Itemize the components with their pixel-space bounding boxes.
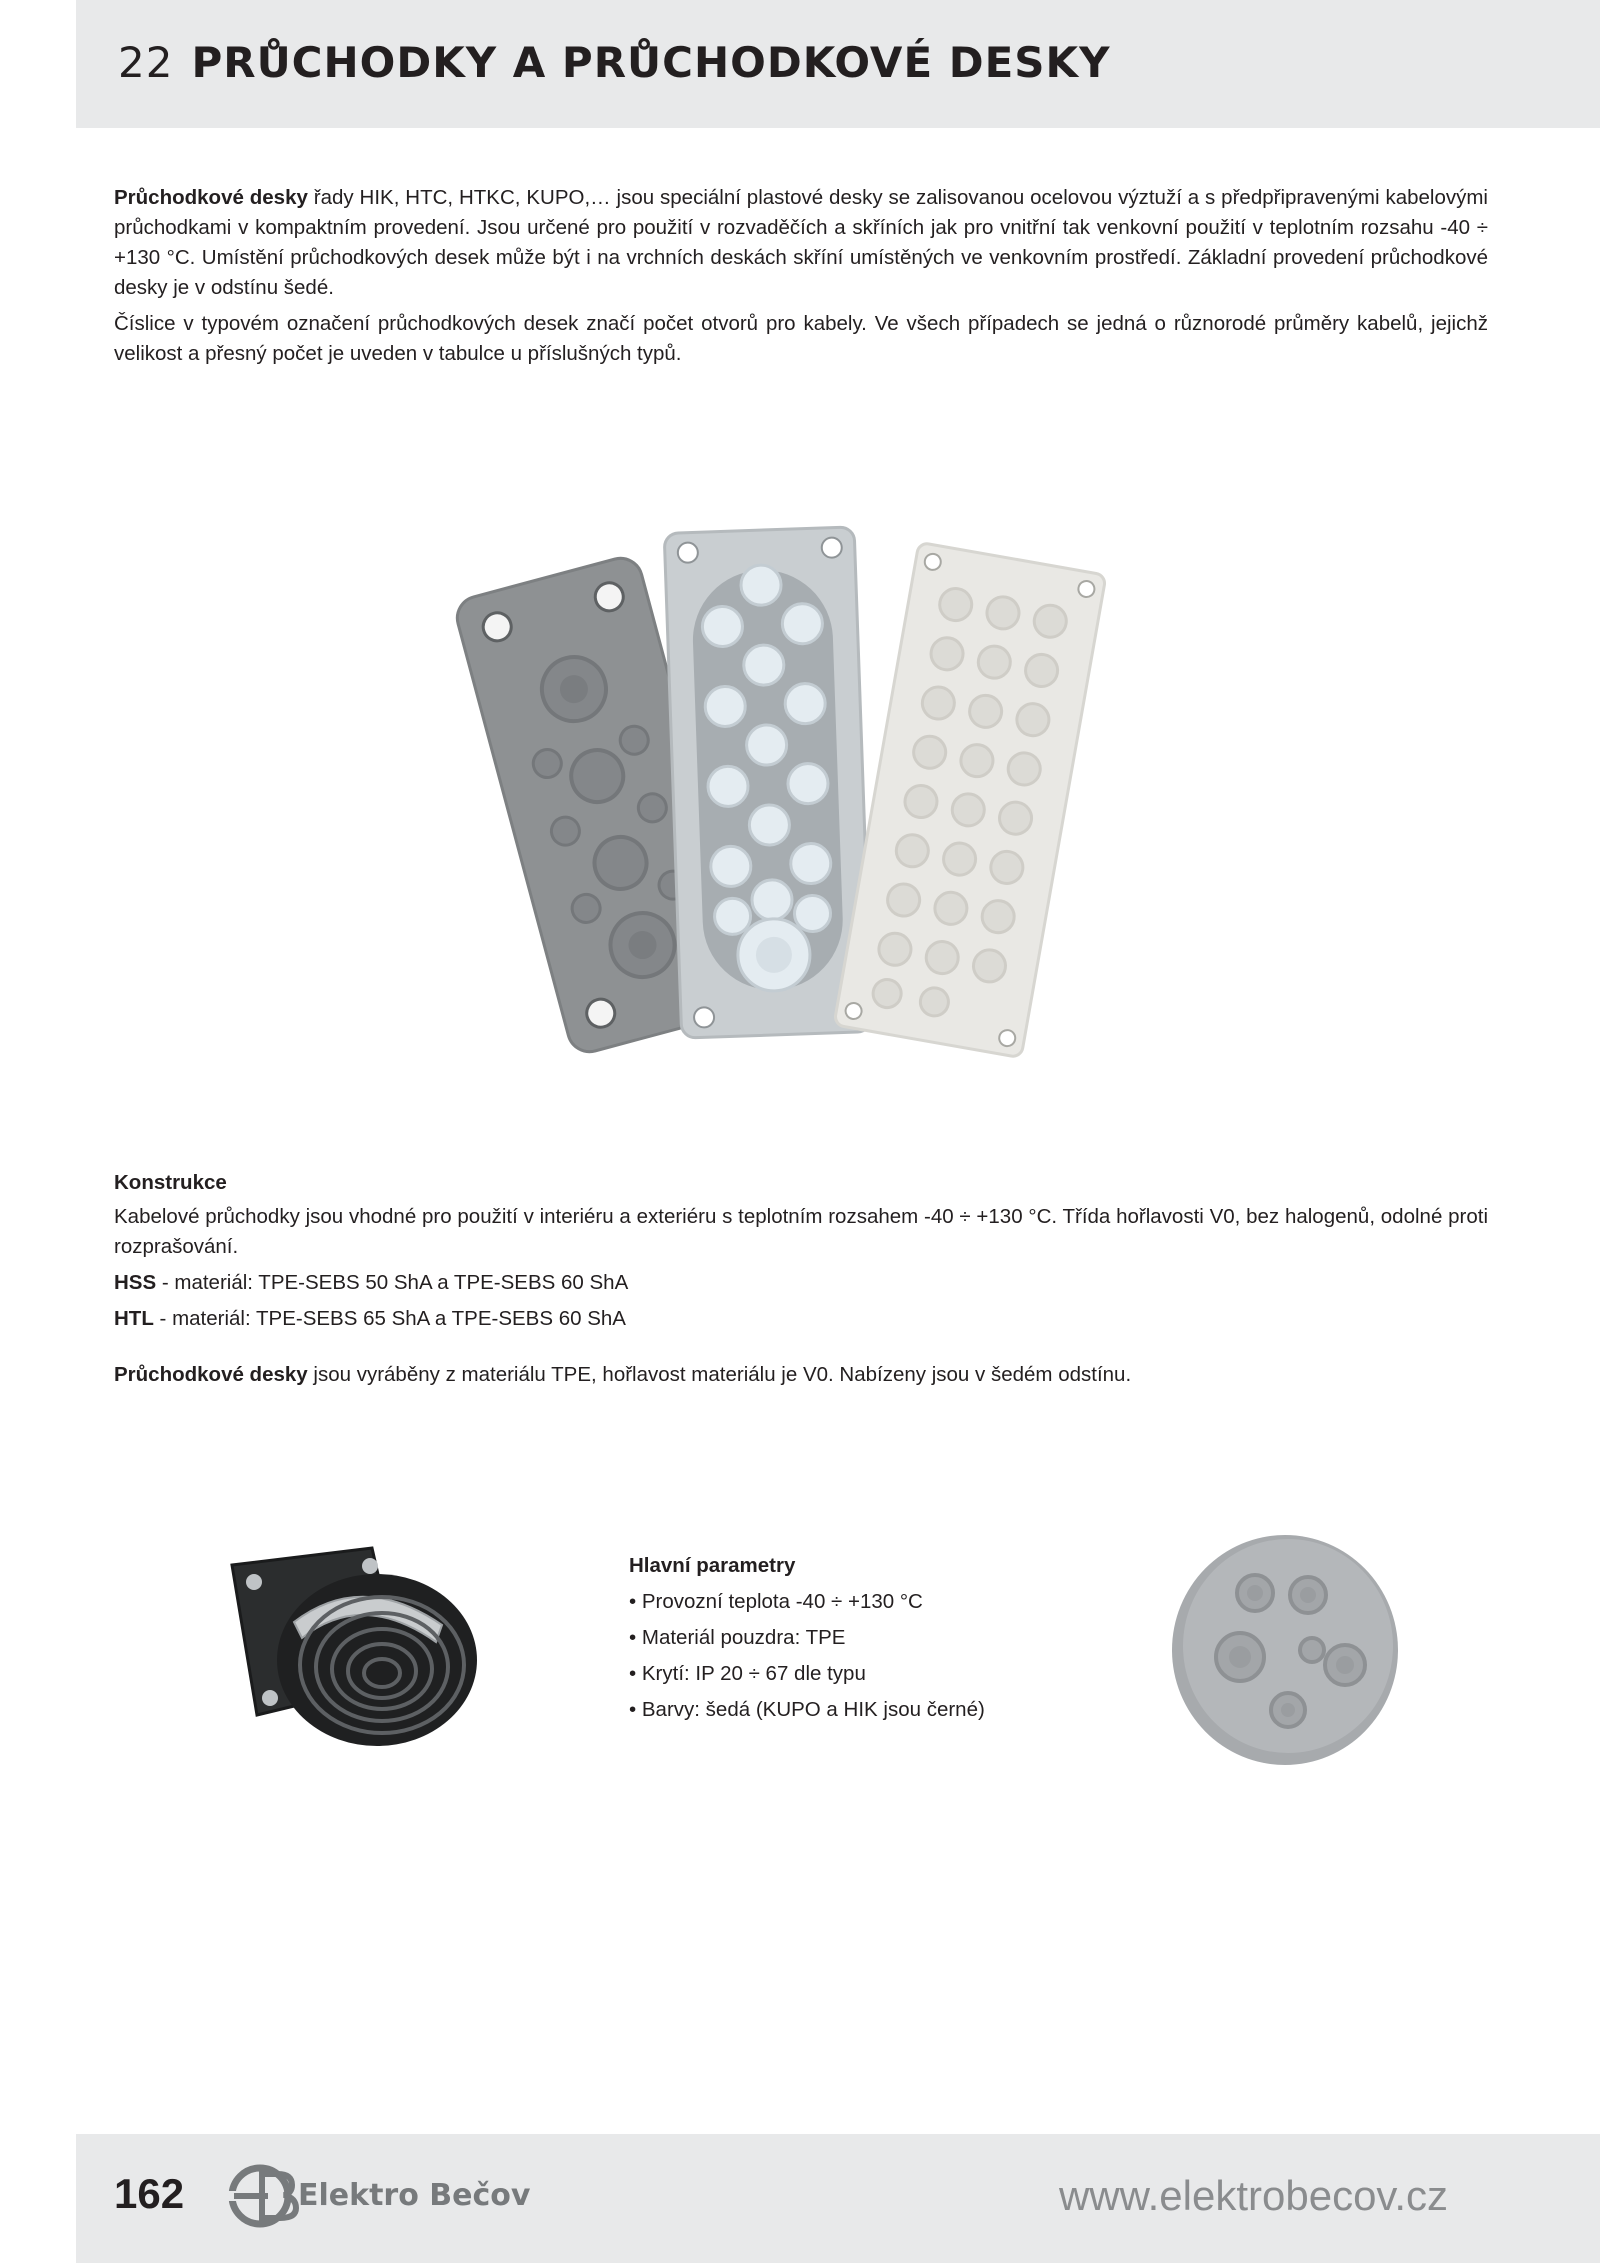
htl-text: - materiál: TPE-SEBS 65 ShA a TPE-SEBS 60 ShA [153, 1307, 626, 1330]
intro-paragraph-2: Číslice v typovém označení průchodkových desek značí počet otvorů pro kabely. Ve všech případech se jedná o různorodé průměry kabelů, jejichž velikost a přesný počet je uveden v tabulce u příslušných typů. [114, 312, 1488, 365]
parameter-item: • Krytí: IP 20 ÷ 67 dle typu [629, 1656, 1109, 1692]
parameter-item: • Provozní teplota -40 ÷ +130 °C [629, 1584, 1109, 1620]
htl-line [114, 1304, 1488, 1334]
chapter-number: 22 [118, 38, 174, 87]
parameters-list [629, 1584, 1109, 1728]
intro-term: Průchodkové desky [114, 186, 308, 209]
desky-text: jsou vyráběny z materiálu TPE, hořlavost materiálu je V0. Nabízeny jsou v šedém odstínu. [307, 1363, 1132, 1386]
intro-section [114, 183, 1488, 375]
page-number: 162 [114, 2170, 185, 2217]
hss-line [114, 1268, 1488, 1298]
light-plate [834, 542, 1106, 1058]
desky-term: Průchodkové desky [114, 1363, 308, 1386]
main-parameters [629, 1548, 1109, 1728]
intro-text-1: řady HIK, HTC, HTKC, KUPO,… jsou speciální plastové desky se zalisovanou ocelovou výztuží a s předpřipravenými kabelovými průchodkami v kompaktním provedení. Jsou určené pro použití v rozvaděčích a skříních jak pro vnitřní tak venkovní použití v teplotním rozsahu -40 ÷ +130 °C. Umístění průchodkových desek může být i na vrchních deskách skříní umístěných ve venkovním prostředí. Základní provedení průchodkové desky je v odstínu šedé. [114, 186, 1488, 299]
parameter-item: • Barvy: šedá (KUPO a HIK jsou černé) [629, 1692, 1109, 1728]
desky-line [114, 1360, 1488, 1390]
cable-entry-plates-photo [410, 505, 1130, 1065]
page-title [118, 38, 1111, 87]
hss-text: - materiál: TPE-SEBS 50 ShA a TPE-SEBS 60 ShA [156, 1271, 629, 1294]
konstrukce-section [114, 1168, 1488, 1396]
parameter-item: • Materiál pouzdra: TPE [629, 1620, 1109, 1656]
htl-label: HTL [114, 1307, 154, 1330]
parameters-heading: Hlavní parametry [629, 1554, 796, 1577]
round-grommet-photo [1160, 1515, 1410, 1775]
elektro-becov-logo-icon [226, 2162, 306, 2230]
middle-plate [664, 527, 872, 1038]
hss-label: HSS [114, 1271, 157, 1294]
intro-paragraph-1 [114, 183, 1488, 303]
konstrukce-text: Kabelové průchodky jsou vhodné pro použití v interiéru a exteriéru s teplotním rozsahem -40 ÷ +130 °C. Třída hořlavosti V0, bez halogenů, odolné proti rozprašování. [114, 1205, 1488, 1258]
cable-gland-photo [212, 1530, 492, 1760]
konstrukce-heading: Konstrukce [114, 1171, 227, 1194]
website-link[interactable]: www.elektrobecov.cz [1058, 2172, 1448, 2219]
brand-name: Elektro Bečov [298, 2178, 531, 2213]
chapter-title: PRŮCHODKY A PRŮCHODKOVÉ DESKY [191, 38, 1111, 87]
